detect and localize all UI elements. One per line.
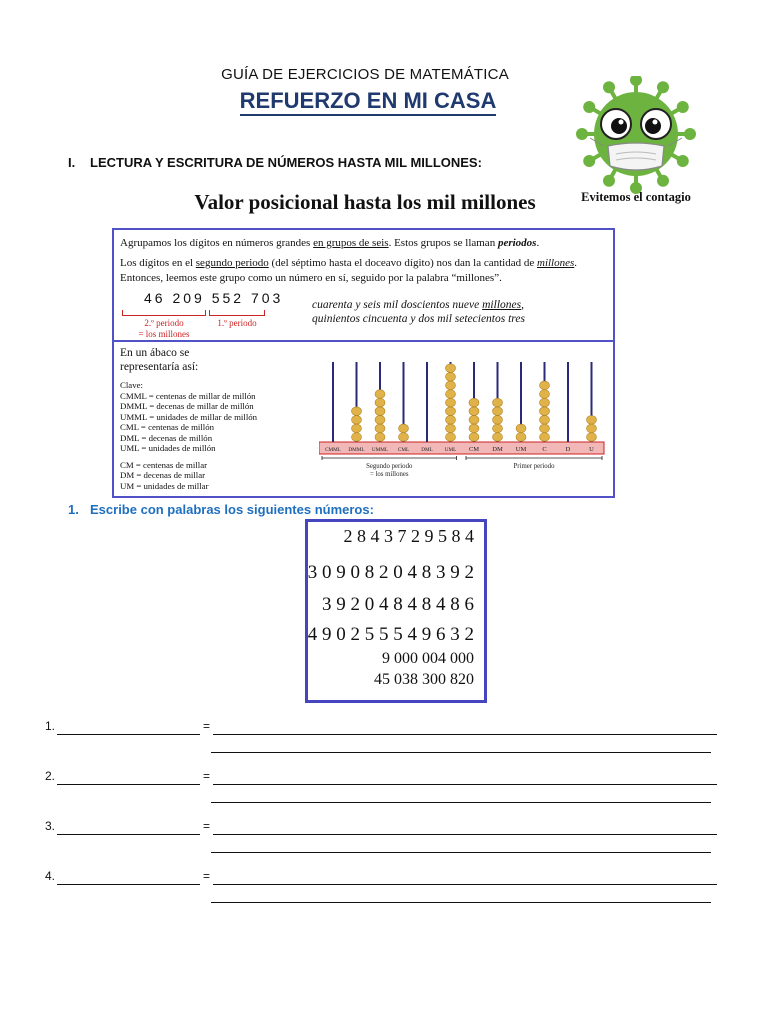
abacus-bead <box>446 433 456 442</box>
virus-spike-tip <box>603 175 615 187</box>
abacus-bead <box>446 416 456 425</box>
abacus-rod-label: CML <box>397 447 410 453</box>
abacus-bead <box>446 424 456 433</box>
key-entry: DM = decenas de millar <box>120 470 206 480</box>
abacus-bead <box>493 398 503 407</box>
abacus-bead <box>446 373 456 382</box>
right-eye-shine <box>653 120 658 125</box>
infobox-divider <box>114 340 613 342</box>
virus-spike-tip <box>576 128 588 140</box>
abacus-bead <box>540 381 550 390</box>
p2-italic: millones <box>537 257 575 269</box>
answer-number: 2. <box>45 769 56 783</box>
abacus-bead <box>446 381 456 390</box>
period2-label-block <box>122 318 206 340</box>
period2-label: 2.º periodo <box>144 318 184 328</box>
key-title: Clave: <box>120 380 143 390</box>
left-eye-shine <box>619 120 624 125</box>
infobox-paragraph-1 <box>120 236 605 250</box>
exercise-number-6: 45 038 300 820 <box>374 671 474 688</box>
abacus-bead <box>375 390 385 399</box>
abacus-diagram <box>319 352 609 487</box>
right-pupil <box>645 118 661 134</box>
abacus-bead <box>469 398 479 407</box>
words-answer-line[interactable] <box>213 834 717 835</box>
abacus-bead <box>352 424 362 433</box>
reading-line-1 <box>312 298 582 312</box>
exercise-number-1: 2 8 4 3 7 2 9 5 8 4 <box>343 526 474 546</box>
answer-number: 4. <box>45 869 56 883</box>
p2-text-c: . Entonces, leemos este grupo como un número en sí, seguido por la palabra “millones”. <box>120 257 578 284</box>
number-blank-line[interactable] <box>57 784 200 785</box>
abacus-bead <box>587 416 597 425</box>
equals-sign: = <box>203 869 211 883</box>
key-entry: CM = centenas de millar <box>120 459 208 470</box>
key-entry: UMML = unidades de millar de millón <box>120 411 258 422</box>
abacus-rod-label: D <box>565 446 571 453</box>
abacus-bead <box>399 433 409 442</box>
period-bracket <box>466 456 602 460</box>
number-blank-line[interactable] <box>57 884 200 885</box>
abacus-rod-label: CM <box>468 446 480 453</box>
main-title-text: REFUERZO EN MI CASA <box>240 88 497 116</box>
equals-sign: = <box>203 769 211 783</box>
place-value-infobox <box>112 228 615 498</box>
abacus-bead <box>540 416 550 425</box>
reading-line-2: quinientos cincuenta y dos mil setecientos tres <box>312 313 525 325</box>
abacus-bead <box>446 407 456 416</box>
abacus-rod-label: DML <box>421 447 433 453</box>
exercise-number: 1. <box>68 502 79 517</box>
section-label: LECTURA Y ESCRITURA DE NÚMEROS HASTA MIL MILLONES: <box>90 155 482 170</box>
mascot-caption: Evitemos el contagio <box>581 190 691 204</box>
abacus-bead <box>469 433 479 442</box>
abacus-bead <box>516 424 526 433</box>
key-entry: CML = centenas de millón <box>120 422 215 432</box>
key-group-1 <box>120 391 320 454</box>
abacus-bead <box>352 433 362 442</box>
abacus-bead <box>540 407 550 416</box>
abacus-bead <box>352 407 362 416</box>
abacus-rod-label: UMML <box>371 447 389 453</box>
p2-underlined: segundo periodo <box>195 257 269 269</box>
words-answer-line[interactable] <box>213 884 717 885</box>
abacus-bead <box>587 424 597 433</box>
abacus-bead <box>446 398 456 407</box>
virus-spike-tip <box>583 101 595 113</box>
abacus-intro: En un ábaco se representaría así: <box>120 347 199 373</box>
period1-label: 1.º periodo <box>217 318 257 328</box>
abacus-bead <box>540 390 550 399</box>
words-answer-line[interactable] <box>213 784 717 785</box>
answer-number: 1. <box>45 719 56 733</box>
figure-title: Valor posicional hasta los mil millones <box>194 190 536 214</box>
abacus-bead <box>493 433 503 442</box>
p1-underlined: en grupos de seis <box>313 237 389 249</box>
virus-mascot-icon <box>574 76 698 208</box>
exercise-label: Escribe con palabras los siguientes números: <box>90 502 374 517</box>
example-number: 46 209 552 703 <box>144 290 284 306</box>
example-reading <box>312 298 582 326</box>
abacus-bead <box>375 416 385 425</box>
reading-text-b: , <box>521 299 524 311</box>
virus-spike-tip <box>630 76 642 86</box>
equals-sign: = <box>203 719 211 733</box>
abacus-bead <box>352 416 362 425</box>
abacus-bead <box>446 390 456 399</box>
reading-underlined: millones <box>482 299 522 311</box>
words-answer-line-2[interactable] <box>211 902 711 903</box>
virus-spike-tip <box>677 101 689 113</box>
numbers-box <box>305 519 487 703</box>
abacus-rod-label: C <box>542 446 547 453</box>
abacus-rod-label: DMML <box>348 447 365 453</box>
exercise-number-4: 4 9 0 2 5 5 5 4 9 6 3 2 <box>307 624 474 645</box>
virus-spike-tip <box>657 175 669 187</box>
abacus-bead <box>469 424 479 433</box>
p1-italic: periodos <box>497 237 537 249</box>
second-period-label: Segundo periodo <box>366 463 413 470</box>
answer-number: 3. <box>45 819 56 833</box>
virus-spike-tip <box>603 81 615 93</box>
words-answer-line[interactable] <box>213 734 717 735</box>
virus-spike-tip <box>583 155 595 167</box>
abacus-rod-label: U <box>589 446 594 453</box>
key-group-2 <box>120 460 320 492</box>
number-blank-line[interactable] <box>57 834 200 835</box>
second-period-sublabel: = los millones <box>369 471 409 478</box>
p2-text-b: (del séptimo hasta el doceavo dígito) nos dan la cantidad de <box>268 257 537 269</box>
period-bracket <box>322 456 457 460</box>
abacus-bead <box>516 433 526 442</box>
section-number: I. <box>68 155 76 170</box>
p1-text-b: . Estos grupos se llaman <box>388 237 498 249</box>
abacus-bead <box>375 407 385 416</box>
abacus-rod-label: DM <box>492 446 503 453</box>
virus-spike-tip <box>684 128 696 140</box>
abacus-bead <box>469 416 479 425</box>
words-answer-line-2[interactable] <box>211 802 711 803</box>
abacus-bead <box>375 398 385 407</box>
abacus-bead <box>493 416 503 425</box>
period1-bracket <box>209 310 265 316</box>
key-entry: DMML = decenas de millar de millón <box>120 401 254 411</box>
abacus-rod-label: UML <box>444 447 457 453</box>
number-blank-line[interactable] <box>57 734 200 735</box>
words-answer-line-2[interactable] <box>211 752 711 753</box>
face-mask <box>608 143 664 170</box>
exercise-number-2: 3 0 9 0 8 2 0 4 8 3 9 2 <box>307 562 474 583</box>
exercise-title <box>68 502 374 517</box>
exercise-number-3: 3 9 2 0 4 8 4 8 4 8 6 <box>322 594 474 615</box>
abacus-bead <box>446 364 456 373</box>
key-entry: UML = unidades de millón <box>120 443 216 453</box>
infobox-paragraph-2 <box>120 256 605 286</box>
abacus-key <box>120 380 320 491</box>
abacus-bead <box>540 433 550 442</box>
abacus-bead <box>540 398 550 407</box>
key-entry: CMML = centenas de millar de millón <box>120 390 256 401</box>
abacus-rod-label: UM <box>515 446 527 453</box>
period2-sublabel: = los millones <box>138 329 190 339</box>
guide-title: GUÍA DE EJERCICIOS DE MATEMÁTICA <box>221 66 509 83</box>
abacus-bead <box>493 424 503 433</box>
equals-sign: = <box>203 819 211 833</box>
virus-spike-tip <box>677 155 689 167</box>
abacus-bead <box>493 407 503 416</box>
left-pupil <box>611 118 627 134</box>
abacus-bead <box>469 407 479 416</box>
abacus-bead <box>375 424 385 433</box>
abacus-bead <box>399 424 409 433</box>
reading-text-a: cuarenta y seis mil doscientos nueve <box>312 299 483 311</box>
first-period-label: Primer periodo <box>513 463 555 470</box>
p1-text-c: . <box>536 237 540 249</box>
abacus-bead <box>587 433 597 442</box>
period2-bracket <box>122 310 206 316</box>
p2-text-a: Los dígitos en el <box>120 257 196 269</box>
virus-spike-tip <box>657 81 669 93</box>
abacus-bead <box>540 424 550 433</box>
abacus-rod-label: CMML <box>325 447 341 453</box>
exercise-number-5: 9 000 004 000 <box>382 650 474 667</box>
key-entry: UM = unidades de millar <box>120 480 209 491</box>
words-answer-line-2[interactable] <box>211 852 711 853</box>
abacus-bead <box>375 433 385 442</box>
p1-text-a: Agrupamos los dígitos en números grandes <box>120 237 314 249</box>
key-entry: DML = decenas de millón <box>120 432 213 443</box>
section-heading <box>68 155 482 170</box>
